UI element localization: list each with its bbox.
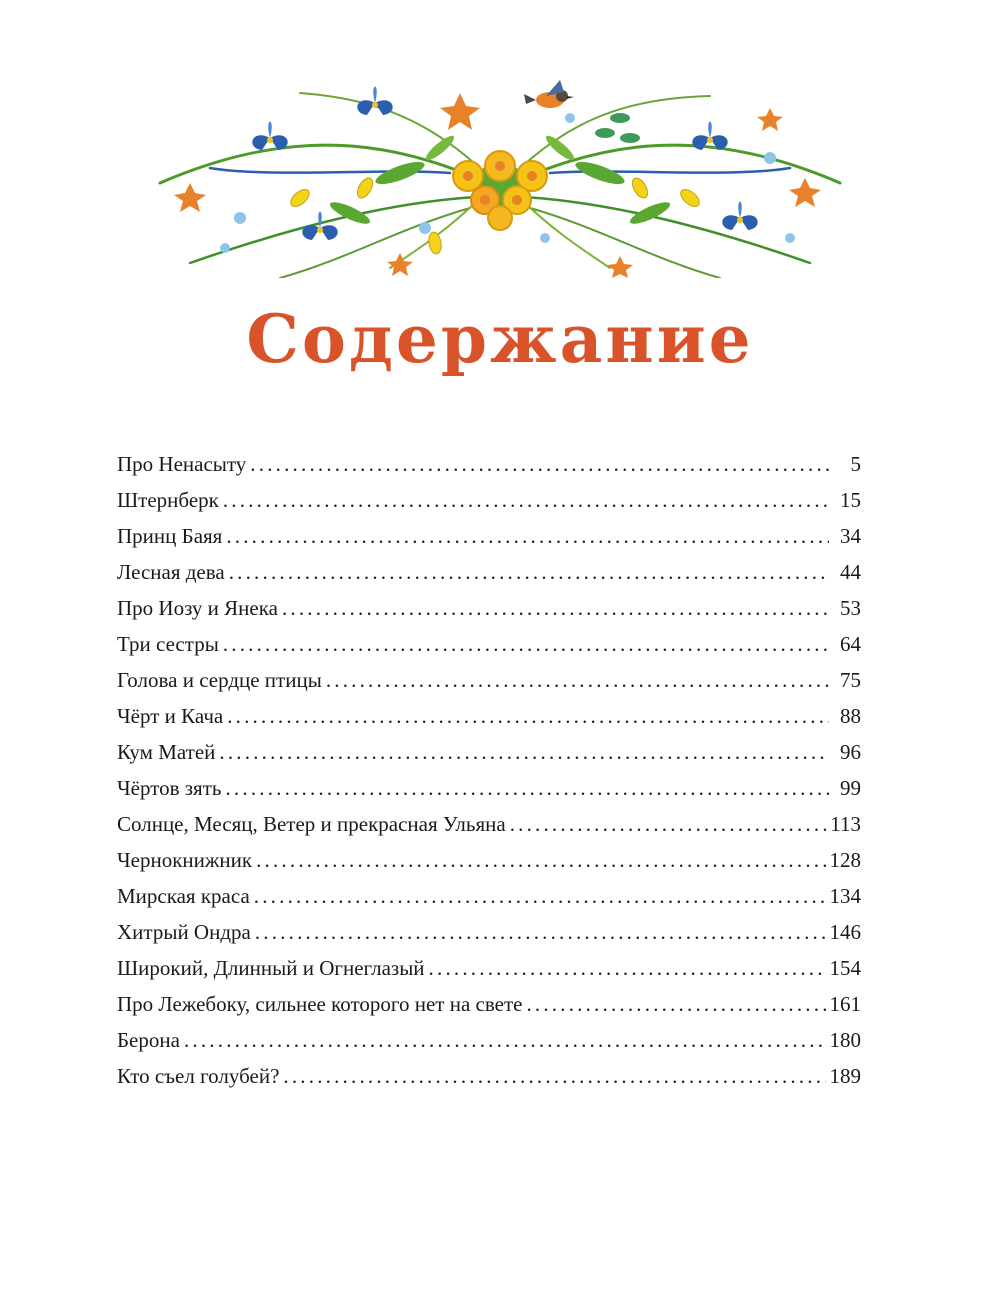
toc-entry[interactable] (117, 986, 861, 1022)
toc-entry-title: Широкий, Длинный и Огнеглазый (117, 956, 425, 980)
toc-entry-page-number: 154 (829, 956, 861, 980)
toc-entry-title: Лесная дева (117, 560, 225, 584)
dot-leader (223, 482, 829, 518)
dot-leader (227, 698, 829, 734)
toc-entry-page-number: 64 (840, 632, 861, 656)
toc-entry-page-number: 75 (840, 668, 861, 692)
toc-entry[interactable] (117, 770, 861, 806)
toc-entry-title: Хитрый Ондра (117, 920, 251, 944)
toc-entry[interactable] (117, 1058, 861, 1094)
dot-leader (510, 806, 827, 842)
dot-leader (526, 986, 825, 1022)
toc-entry[interactable] (117, 734, 861, 770)
dot-leader (255, 914, 826, 950)
toc-entry[interactable] (117, 842, 861, 878)
toc-entry-page-number: 5 (850, 452, 861, 476)
toc-entry-page-number: 88 (840, 704, 861, 728)
toc-entry-page-number: 53 (840, 596, 861, 620)
toc-entry-title: Три сестры (117, 632, 219, 656)
dot-leader (283, 1058, 825, 1094)
toc-entry-title: Про Иозу и Янека (117, 596, 278, 620)
toc-entry[interactable] (117, 446, 861, 482)
toc-entry-title: Про Ненасыту (117, 452, 247, 476)
dot-leader (250, 446, 829, 482)
toc-entry-title: Мирская краса (117, 884, 250, 908)
toc-entry-page-number: 113 (830, 812, 861, 836)
toc-entry-page-number: 134 (829, 884, 861, 908)
toc-entry[interactable] (117, 1022, 861, 1058)
dot-leader (184, 1022, 826, 1058)
toc-entry[interactable] (117, 554, 861, 590)
toc-entry[interactable] (117, 590, 861, 626)
rose-bouquet (453, 151, 547, 230)
toc-entry-page-number: 146 (829, 920, 861, 944)
toc-entry-page-number: 34 (840, 524, 861, 548)
toc-entry-page-number: 96 (840, 740, 861, 764)
dot-leader (256, 842, 825, 878)
table-of-contents (117, 446, 861, 1094)
dot-leader (229, 554, 829, 590)
page-title: Содержание (246, 300, 754, 378)
toc-entry[interactable] (117, 914, 861, 950)
toc-entry-page-number: 99 (840, 776, 861, 800)
dot-leader (223, 626, 829, 662)
toc-entry-page-number: 128 (829, 848, 861, 872)
dot-leader (429, 950, 826, 986)
toc-entry-title: Солнце, Месяц, Ветер и прекрасная Ульяна (117, 812, 506, 836)
toc-entry-title: Штернберк (117, 488, 219, 512)
toc-entry-title: Берона (117, 1028, 180, 1052)
toc-entry-page-number: 180 (829, 1028, 861, 1052)
toc-entry-title: Голова и сердце птицы (117, 668, 322, 692)
dot-leader (225, 770, 829, 806)
toc-entry[interactable] (117, 662, 861, 698)
toc-entry-title: Чёртов зять (117, 776, 222, 800)
floral-ornament (150, 78, 850, 278)
toc-entry-page-number: 161 (829, 992, 861, 1016)
bird-icon (524, 80, 574, 108)
toc-entry-page-number: 15 (840, 488, 861, 512)
toc-entry-page-number: 189 (829, 1064, 861, 1088)
toc-entry-title: Чернокнижник (117, 848, 253, 872)
toc-entry[interactable] (117, 482, 861, 518)
toc-entry[interactable] (117, 878, 861, 914)
toc-entry-title: Кто съел голубей? (117, 1064, 280, 1088)
toc-entry-title: Чёрт и Кача (117, 704, 224, 728)
dot-leader (254, 878, 826, 914)
dot-leader (219, 734, 829, 770)
toc-entry-page-number: 44 (840, 560, 861, 584)
dot-leader (226, 518, 829, 554)
dot-leader (326, 662, 829, 698)
toc-entry[interactable] (117, 518, 861, 554)
dot-leader (282, 590, 829, 626)
toc-entry[interactable] (117, 950, 861, 986)
toc-entry[interactable] (117, 698, 861, 734)
toc-entry-title: Принц Баяя (117, 524, 223, 548)
toc-entry[interactable] (117, 806, 861, 842)
toc-entry-title: Про Лежебоку, сильнее которого нет на свете (117, 992, 523, 1016)
toc-entry[interactable] (117, 626, 861, 662)
toc-entry-title: Кум Матей (117, 740, 216, 764)
